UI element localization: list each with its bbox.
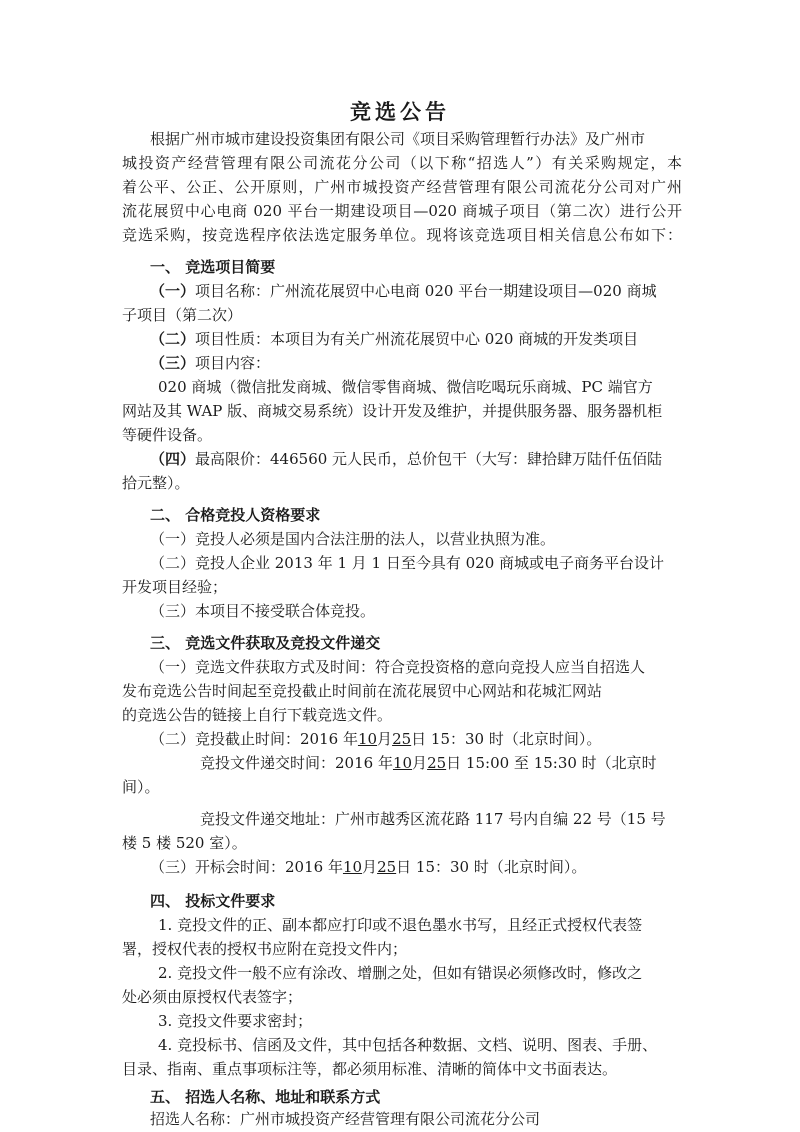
s2-line-1: （一）竞投人必须是国内合法注册的法人，以营业执照为准。: [150, 530, 556, 548]
s3-submit-month: 10: [392, 754, 413, 772]
section-3-heading: 三、 竞选文件获取及竞投文件递交: [150, 634, 381, 652]
s1-item-4: [150, 448, 662, 470]
s1-item-3: [150, 352, 270, 374]
s3-deadline-day: 25: [392, 730, 412, 748]
s1-item-2: [150, 328, 638, 350]
s3-deadline-month: 10: [357, 730, 378, 748]
s3-line-1-cont-2: 的竞选公告的链接上自行下载竞选文件。: [122, 706, 393, 724]
s1-item-3-label: （三）: [150, 354, 196, 372]
s1-content-line-1: 020 商城（微信批发商城、微信零售商城、微信吃喝玩乐商城、PC 端官方: [158, 378, 653, 396]
s3-opening-time: [150, 856, 586, 878]
s3-address-cont: 楼 5 楼 520 室）。: [122, 834, 247, 852]
s1-item-2-label: （二）: [150, 330, 196, 348]
s1-item-4-label: （四）: [150, 450, 196, 468]
s1-item-1-cont: 子项目（第二次）: [122, 306, 243, 324]
s4-line-3: 3. 竞投文件要求密封；: [158, 1012, 313, 1030]
s3-open-month-unit: 月: [362, 858, 378, 876]
s3-open-day: 25: [377, 858, 397, 876]
s3-submit-time-cont: 间）。: [122, 778, 160, 796]
intro-line-3: 着公平、公正、公开原则，广州市城投资产经营管理有限公司流花分公司对广州: [122, 178, 682, 196]
s4-line-1-cont: 署，授权代表的授权书应附在竞投文件内；: [122, 940, 408, 958]
s3-submit-month-unit: 月: [412, 754, 428, 772]
s3-address: 竞投文件递交地址：广州市越秀区流花路 117 号内自编 22 号（15 号: [200, 810, 666, 828]
s2-line-2: （二）竞投人企业 2013 年 1 月 1 日至今具有 020 商城或电子商务平台设计: [150, 554, 665, 572]
s3-deadline-prefix: （二）竞投截止时间：2016 年: [150, 730, 358, 748]
s3-open-month: 10: [342, 858, 363, 876]
section-5-heading: 五、 招选人名称、地址和联系方式: [150, 1088, 381, 1106]
s3-submit-suffix: 日 15:00 至 15:30 时（北京时: [446, 754, 657, 772]
s2-line-2-cont: 开发项目经验；: [122, 578, 228, 596]
s3-open-suffix: 日 15：30 时（北京时间）。: [396, 858, 587, 876]
s4-line-2: 2. 竞投文件一般不应有涂改、增删之处，但如有错误必须修改时，修改之: [158, 964, 643, 982]
s1-item-1-label: （一）: [150, 282, 196, 300]
section-1-heading: 一、 竞选项目简要: [150, 258, 276, 276]
s5-line-1: 招选人名称：广州市城投资产经营管理有限公司流花分公司: [150, 1110, 541, 1128]
s3-line-1-cont-1: 发布竞选公告时间起至竞投截止时间前在流花展贸中心网站和花城汇网站: [122, 682, 603, 700]
intro-line-5: 竞选采购，按竞选程序依法选定服务单位。现将该竞选项目相关信息公布如下：: [122, 226, 682, 244]
s3-submit-prefix: 竞投文件递交时间：2016 年: [200, 754, 393, 772]
s3-submit-time: [200, 752, 657, 774]
s1-item-1-text: 项目名称：广州流花展贸中心电商 020 平台一期建设项目—020 商城: [195, 282, 657, 300]
s1-item-1: [150, 280, 657, 302]
s1-content-line-3: 等硬件设备。: [122, 426, 213, 444]
section-4-heading: 四、 投标文件要求: [150, 892, 276, 910]
s4-line-2-cont: 处必须由原授权代表签字；: [122, 988, 303, 1006]
s2-line-3: （三）本项目不接受联合体竞投。: [150, 602, 376, 620]
s3-submit-day: 25: [427, 754, 447, 772]
s3-open-prefix: （三）开标会时间：2016 年: [150, 858, 343, 876]
s3-line-1: （一）竞选文件获取方式及时间：符合竞投资格的意向竞投人应当自招选人: [150, 658, 646, 676]
s4-line-4: 4. 竞投标书、信函及文件，其中包括各种数据、文档、说明、图表、手册、: [158, 1036, 658, 1054]
s4-line-4-cont: 目录、指南、重点事项标注等，都必须用标准、清晰的简体中文书面表达。: [122, 1060, 618, 1078]
s3-deadline-month-unit: 月: [377, 730, 393, 748]
intro-line-2: 城投资产经营管理有限公司流花分公司（以下称“招选人”）有关采购规定，本: [122, 154, 682, 172]
section-2-heading: 二、 合格竞投人资格要求: [150, 506, 321, 524]
intro-line-4: 流花展贸中心电商 020 平台一期建设项目—020 商城子项目（第二次）进行公开: [122, 202, 682, 220]
page-title: 竞选公告: [350, 99, 450, 124]
s1-item-4-cont: 拾元整）。: [122, 474, 190, 492]
intro-line-1: 根据广州市城市建设投资集团有限公司《项目采购管理暂行办法》及广州市: [150, 130, 646, 148]
s3-deadline: [150, 728, 601, 750]
s1-content-line-2: 网站及其 WAP 版、商城交易系统）设计开发及维护，并提供服务器、服务器机柜: [122, 402, 663, 420]
s1-item-4-text: 最高限价：446560 元人民币，总价包干（大写：肆拾肆万陆仟伍佰陆: [195, 450, 663, 468]
s3-deadline-suffix: 日 15：30 时（北京时间）。: [411, 730, 602, 748]
s1-item-3-text: 项目内容：: [195, 354, 271, 372]
s1-item-2-text: 项目性质：本项目为有关广州流花展贸中心 020 商城的开发类项目: [195, 330, 639, 348]
s4-line-1: 1. 竞投文件的正、副本都应打印或不退色墨水书写，且经正式授权代表签: [158, 916, 643, 934]
